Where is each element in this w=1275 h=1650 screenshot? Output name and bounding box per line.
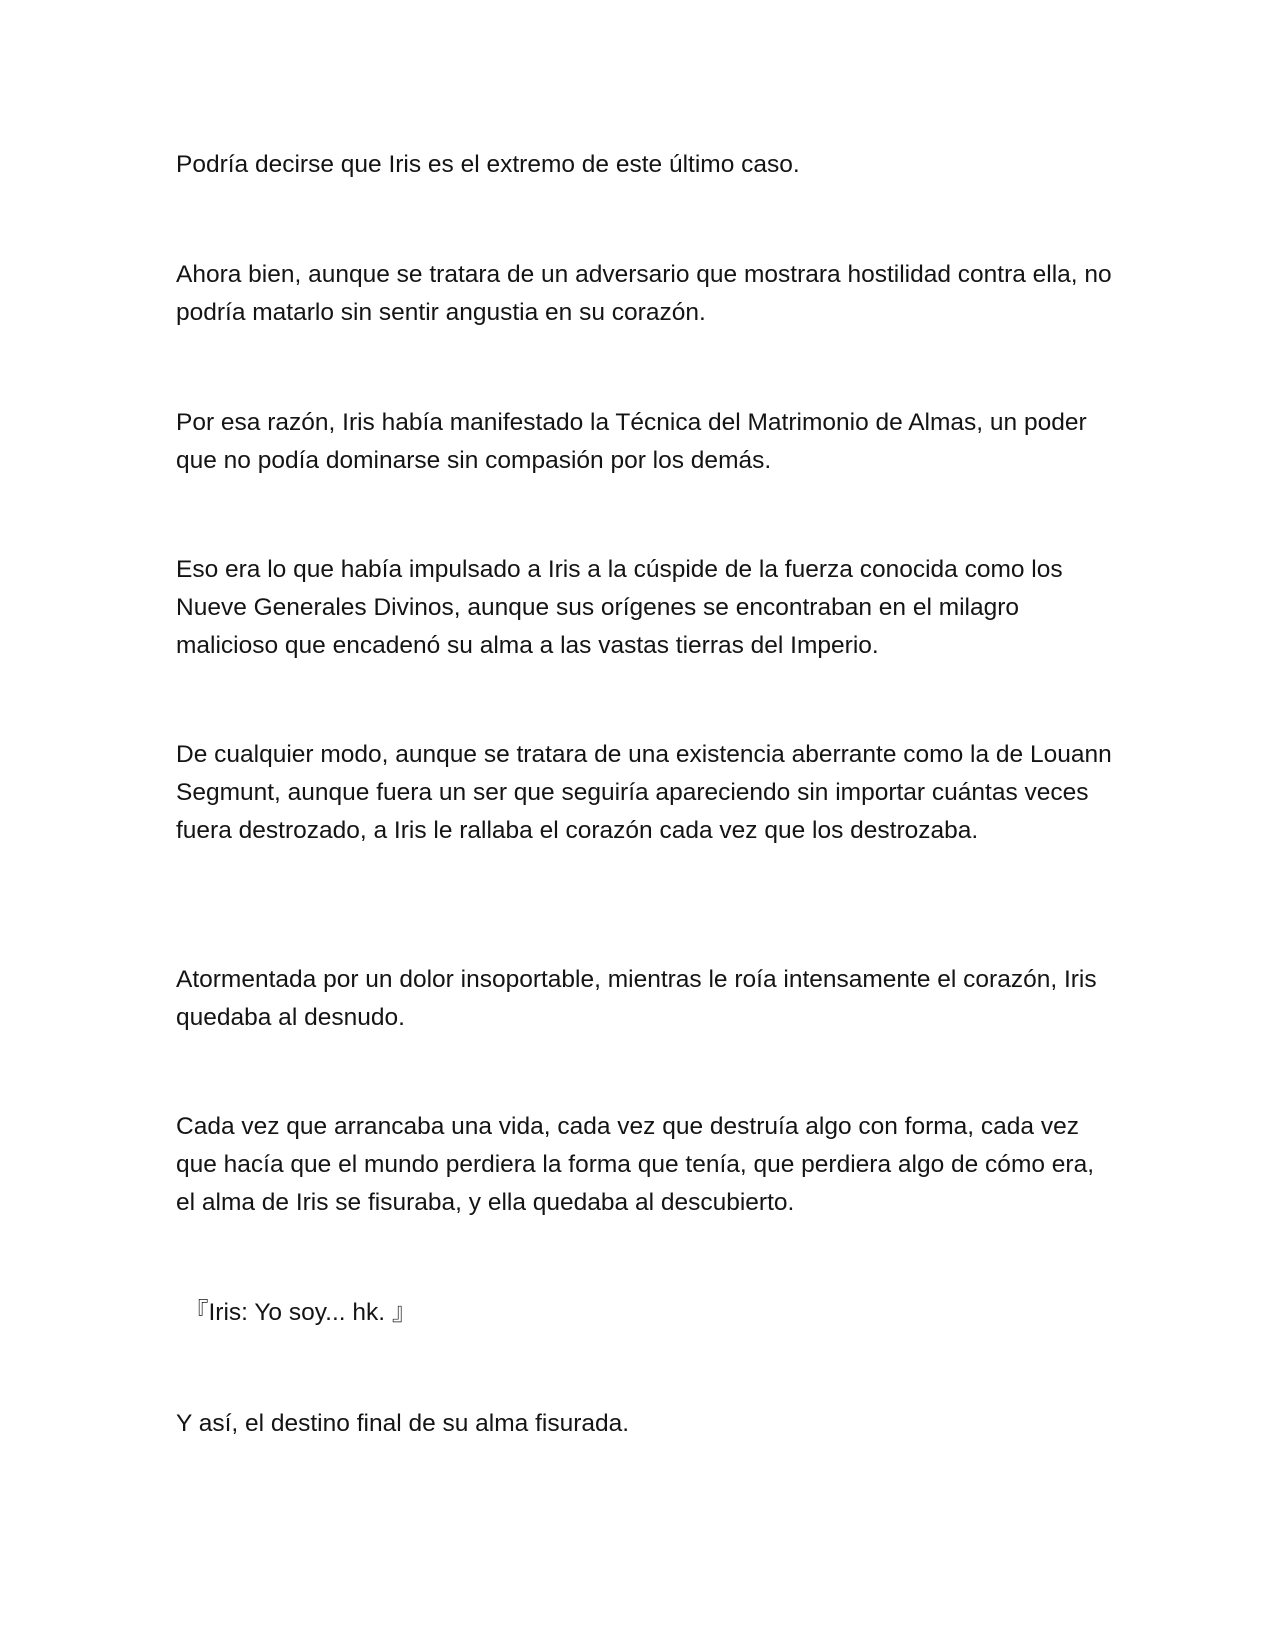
paragraph-3: Por esa razón, Iris había manifestado la Técnica del Matrimonio de Almas, un poder que no podía dominarse sin compasión por los demás. <box>176 409 1087 474</box>
paragraph-2: Ahora bien, aunque se tratara de un adversario que mostrara hostilidad contra ella, no podría matarlo sin sentir angustia en su corazón. <box>176 261 1112 326</box>
paragraph-9: Y así, el destino final de su alma fisurada. <box>176 1410 630 1437</box>
dialogue-line: 『Iris: Yo soy... hk. 』 <box>184 1299 417 1326</box>
paragraph-6: Atormentada por un dolor insoportable, mientras le roía intensamente el corazón, Iris quedaba al desnudo. <box>176 966 1097 1031</box>
paragraph-4: Eso era lo que había impulsado a Iris a la cúspide de la fuerza conocida como los Nueve Generales Divinos, aunque sus orígenes se encontraban en el milagro malicioso que encadenó su alma a las vastas tierras del Imperio. <box>176 556 1063 659</box>
paragraph-5: De cualquier modo, aunque se tratara de una existencia aberrante como la de Louann Segmunt, aunque fuera un ser que seguiría apareciendo sin importar cuántas veces fuera destrozado, a Iris le rallaba el corazón cada vez que los destrozaba. <box>176 741 1112 844</box>
paragraph-1: Podría decirse que Iris es el extremo de este último caso. <box>176 151 800 178</box>
paragraph-7: Cada vez que arrancaba una vida, cada vez que destruía algo con forma, cada vez que hacía que el mundo perdiera la forma que tenía, que perdiera algo de cómo era, el alma de Iris se fisuraba, y ella quedaba al descubierto. <box>176 1113 1094 1216</box>
